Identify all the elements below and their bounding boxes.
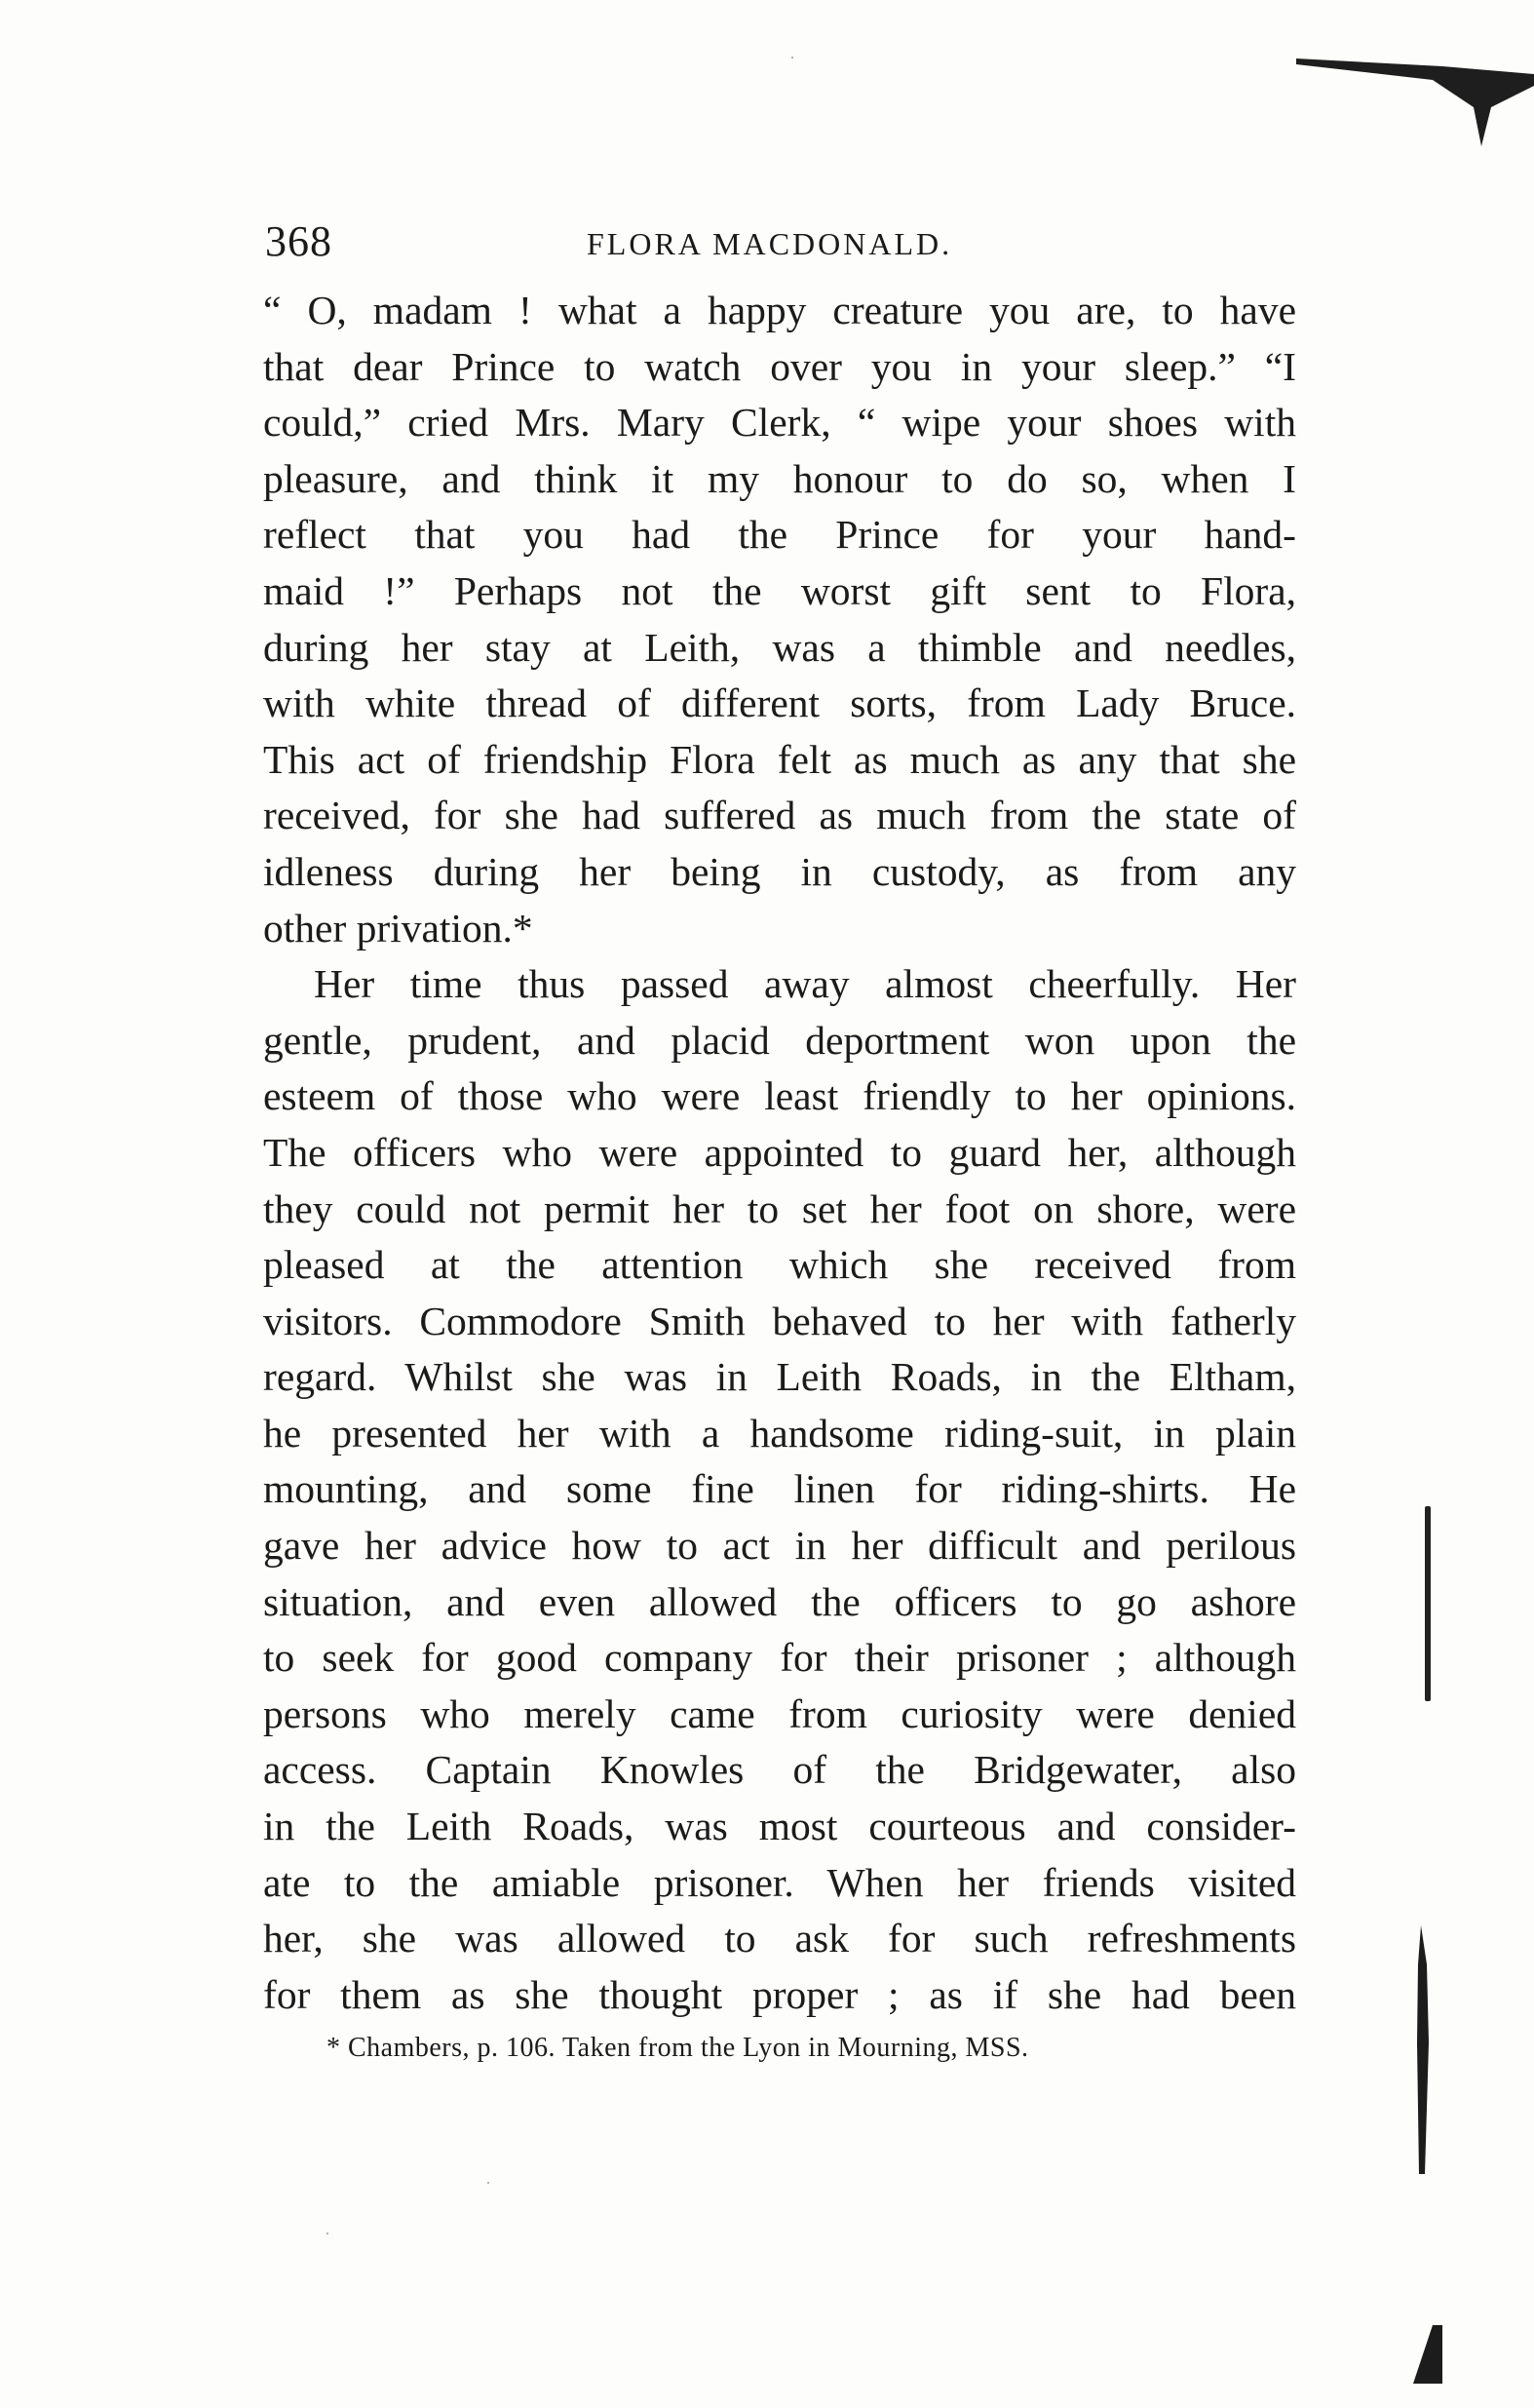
text-line: her, she was allowed to ask for such refreshments bbox=[263, 1916, 1296, 1961]
text-line: reflect that you had the Prince for your hand- bbox=[263, 512, 1296, 558]
text-line: in the Leith Roads, was most courteous and consider- bbox=[263, 1804, 1296, 1849]
text-line: during her stay at Leith, was a thimble and needles, bbox=[263, 624, 1296, 670]
text-line: with white thread of different sorts, from Lady Bruce. bbox=[263, 680, 1296, 726]
scan-artifact-right-smudge bbox=[1415, 1925, 1431, 2174]
text-line: could,” cried Mrs. Mary Clerk, “ wipe your shoes with bbox=[263, 400, 1296, 446]
scan-artifact-bottom-right bbox=[1403, 2325, 1442, 2384]
text-line: gave her advice how to act in her difficult and perilous bbox=[263, 1523, 1296, 1569]
footnote: * Chambers, p. 106. Taken from the Lyon in Mourning, MSS. bbox=[326, 2033, 1029, 2063]
text-line: for them as she thought proper ; as if she had been bbox=[263, 1971, 1296, 2017]
page-header bbox=[265, 216, 1293, 275]
scan-speck bbox=[326, 2233, 328, 2234]
text-line: “ O, madam ! what a happy creature you are, to have bbox=[263, 288, 1296, 332]
text-line: other privation.* bbox=[263, 905, 533, 951]
text-line: ate to the amiable prisoner. When her friends visited bbox=[263, 1859, 1296, 1905]
text-line: to seek for good company for their prisoner ; although bbox=[263, 1635, 1296, 1681]
paragraph-1 bbox=[263, 283, 1296, 956]
scan-speck bbox=[791, 57, 793, 58]
text-line: situation, and even allowed the officers to go ashore bbox=[263, 1578, 1296, 1624]
text-line: persons who merely came from curiosity were denied bbox=[263, 1690, 1296, 1736]
text-line: idleness during her being in custody, as from any bbox=[263, 848, 1296, 894]
text-line: gentle, prudent, and placid deportment won upon the bbox=[263, 1017, 1296, 1063]
text-line: that dear Prince to watch over you in your sleep.” “I bbox=[263, 343, 1296, 389]
text-line: mounting, and some fine linen for riding-shirts. He bbox=[263, 1466, 1296, 1512]
text-line: regard. Whilst she was in Leith Roads, in the Eltham, bbox=[263, 1354, 1296, 1400]
scan-speck bbox=[487, 2182, 489, 2184]
text-line: The officers who were appointed to guard her, although bbox=[263, 1129, 1296, 1175]
paragraph-2 bbox=[263, 956, 1296, 2023]
scan-artifact-right-line bbox=[1425, 1506, 1431, 1701]
text-line: maid !” Perhaps not the worst gift sent to Flora, bbox=[263, 567, 1296, 613]
text-line: pleasure, and think it my honour to do so, when I bbox=[263, 455, 1296, 501]
text-line: esteem of those who were least friendly to her opinions. bbox=[263, 1073, 1296, 1119]
running-head: FLORA MACDONALD. bbox=[587, 226, 953, 261]
text-line: pleased at the attention which she received from bbox=[263, 1242, 1296, 1288]
page-number: 368 bbox=[265, 217, 332, 265]
text-line: visitors. Commodore Smith behaved to her with fatherly bbox=[263, 1298, 1296, 1343]
scan-artifact-top-right bbox=[1296, 39, 1534, 146]
text-line: they could not permit her to set her foot on shore, were bbox=[263, 1185, 1296, 1231]
text-line: This act of friendship Flora felt as much as any that she bbox=[263, 736, 1296, 782]
text-line: Her time thus passed away almost cheerfully. Her bbox=[314, 961, 1296, 1007]
body-text bbox=[263, 283, 1296, 2023]
text-line: he presented her with a handsome riding-suit, in plain bbox=[263, 1410, 1296, 1456]
text-line: access. Captain Knowles of the Bridgewater, also bbox=[263, 1747, 1296, 1793]
text-line: received, for she had suffered as much from the state of bbox=[263, 793, 1296, 838]
